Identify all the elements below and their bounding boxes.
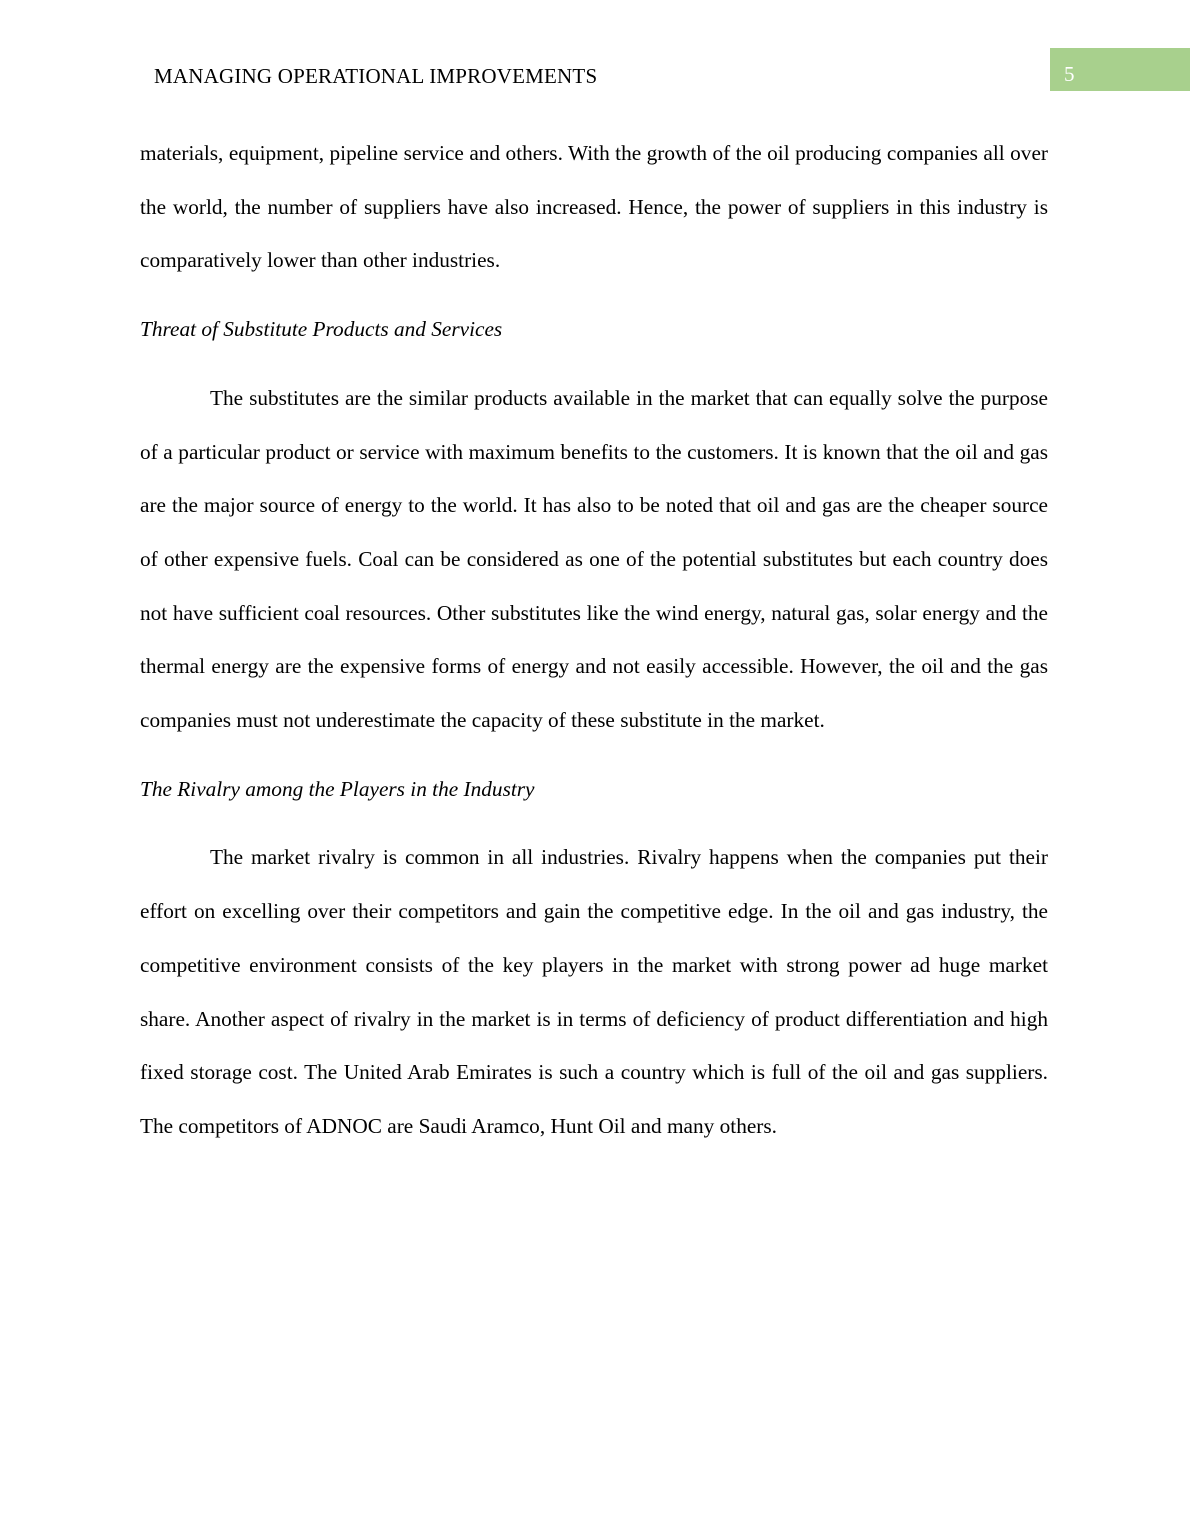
running-head: MANAGING OPERATIONAL IMPROVEMENTS [154, 64, 598, 88]
paragraph-substitutes: The substitutes are the similar products available in the market that can equally solve the purpose of a particular product or service with maximum benefits to the customers. It is known that the oil and gas are the major source of energy to the world. It has also to be noted that oil and gas are the cheaper source of other expensive fuels. Coal can be considered as one of the potential substitutes but each country does not have sufficient coal resources. Other substitutes like the wind energy, natural gas, solar energy and the thermal energy are the expensive forms of energy and not easily accessible. However, the oil and the gas companies must not underestimate the capacity of these substitute in the market. [140, 385, 1048, 733]
paragraph-suppliers-continued: materials, equipment, pipeline service and others. With the growth of the oil producing companies all over the world, the number of suppliers have also increased. Hence, the power of suppliers in this industry is comparatively lower than other industries. [140, 141, 1048, 273]
section-heading-rivalry: The Rivalry among the Players in the Industry [140, 776, 535, 801]
paragraph-rivalry: The market rivalry is common in all industries. Rivalry happens when the companies put their effort on excelling over their competitors and gain the competitive edge. In the oil and gas industry, the competitive environment consists of the key players in the market with strong power ad huge market share. Another aspect of rivalry in the market is in terms of deficiency of product differentiation and high fixed storage cost. The United Arab Emirates is such a country which is full of the oil and gas suppliers. The competitors of ADNOC are Saudi Aramco, Hunt Oil and many others. [140, 845, 1048, 1138]
page-number: 5 [1064, 62, 1075, 86]
page-number-box [1050, 48, 1190, 91]
section-heading-substitutes: Threat of Substitute Products and Services [140, 317, 503, 342]
document-body [140, 127, 1048, 1154]
